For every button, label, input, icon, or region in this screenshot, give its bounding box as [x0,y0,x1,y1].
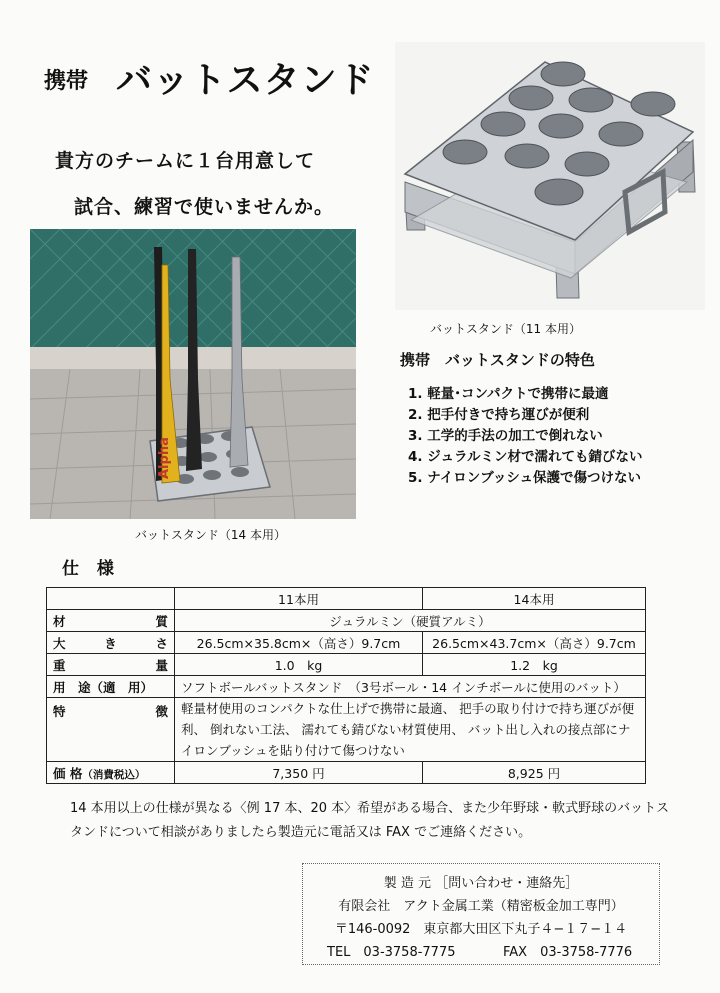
maker-tel: TEL 03-3758-7775 [327,945,456,960]
stand-11-photo [395,42,705,310]
weight-11: 1.0 kg [175,654,423,676]
features-title: 携帯 バットスタンドの特色 [400,351,595,369]
note-text: 14 本用以上の仕様が異なる〈例 17 本、20 本〉希望がある場合、また少年野球・軟式野球のバットスタンドについて相談がありましたら製造元に電話又は FAX でご連絡ください。 [70,801,670,840]
table-row [47,588,646,610]
usage-value: ソフトボールバットスタンド （3号ボール・14 インチボールに使用のバット） [175,676,646,698]
list-item: 3. 工学的手法の加工で倒れない [408,428,603,444]
maker-heading: 製 造 元 ［問い合わせ・連絡先］ [383,876,579,891]
price-label-note: （消費税込） [82,768,146,781]
title-prefix: 携帯 [44,69,89,94]
stand-14-photo [30,229,356,519]
price-14: 8,925 円 [423,762,646,784]
lead-line-2: 試合、練習で使いませんか。 [74,196,335,218]
size-11: 26.5cm×35.8cm×（高さ）9.7cm [175,632,423,654]
material-label: 材 [53,613,66,629]
caption-14: バットスタンド（14 本用） [135,528,286,542]
table-row: 大 き さ 26.5cm×35.8cm×（高さ）9.7cm 26.5cm×43.7cm×（高さ）9.7cm [47,632,646,654]
table-row: 材 質 ジュラルミン（硬質アルミ） [47,610,646,632]
table-row [47,676,646,698]
col-header-14: 14本用 [423,588,646,610]
spec-table [46,587,646,784]
caption-11: バットスタンド（11 本用） [430,322,581,336]
table-row [47,762,646,784]
list-item: 5. ナイロンブッシュ保護で傷つけない [408,470,642,486]
col-header-11: 11本用 [175,588,423,610]
maker-fax: FAX 03-3758-7776 [503,945,633,960]
maker-address: 〒146-0092 東京都大田区下丸子４−１７−１４ [334,922,628,937]
weight-label: 重 [53,657,66,673]
table-row: 特 徴 軽量材使用のコンパクトな仕上げで携帯に最適、 把手の取り付けで持ち運びが便利、 倒れない工法、 濡れても錆びない材質使用、 バット出し入れの接点部にナイロンブッシュを貼り付けて傷つけない [47,698,646,762]
list-item: 1. 軽量･コンパクトで携帯に最適 [408,386,609,402]
size-14: 26.5cm×43.7cm×（高さ）9.7cm [423,632,646,654]
list-item: 4. ジュラルミン材で濡れても錆びない [408,449,643,465]
page-title: バットスタンド [116,59,375,101]
maker-company: 有限会社 アクト金属工業（精密板金加工専門） [338,899,624,914]
price-11: 7,350 円 [175,762,423,784]
table-row: 重 量 1.0 kg 1.2 kg [47,654,646,676]
feature-label: 特 [53,704,66,719]
price-label: 価 格 [53,765,83,781]
features-list [408,384,643,489]
lead-line-1: 貴方のチームに１台用意して [55,150,316,172]
bat-label: Alpha [157,437,172,479]
feature-value: 軽量材使用のコンパクトな仕上げで携帯に最適、 把手の取り付けで持ち運びが便利、 倒れない工法、 濡れても錆びない材質使用、 バット出し入れの接点部にナイロンブッシュを貼り付けて傷つけない [175,698,646,762]
maker-box [302,863,660,965]
size-label: 大 [53,635,66,651]
material-value: ジュラルミン（硬質アルミ） [175,610,646,632]
list-item: 2. 把手付きで持ち運びが便利 [408,407,590,423]
spec-heading: 仕 様 [62,559,120,579]
weight-14: 1.2 kg [423,654,646,676]
usage-label: 用 途（適 用） [47,676,175,698]
